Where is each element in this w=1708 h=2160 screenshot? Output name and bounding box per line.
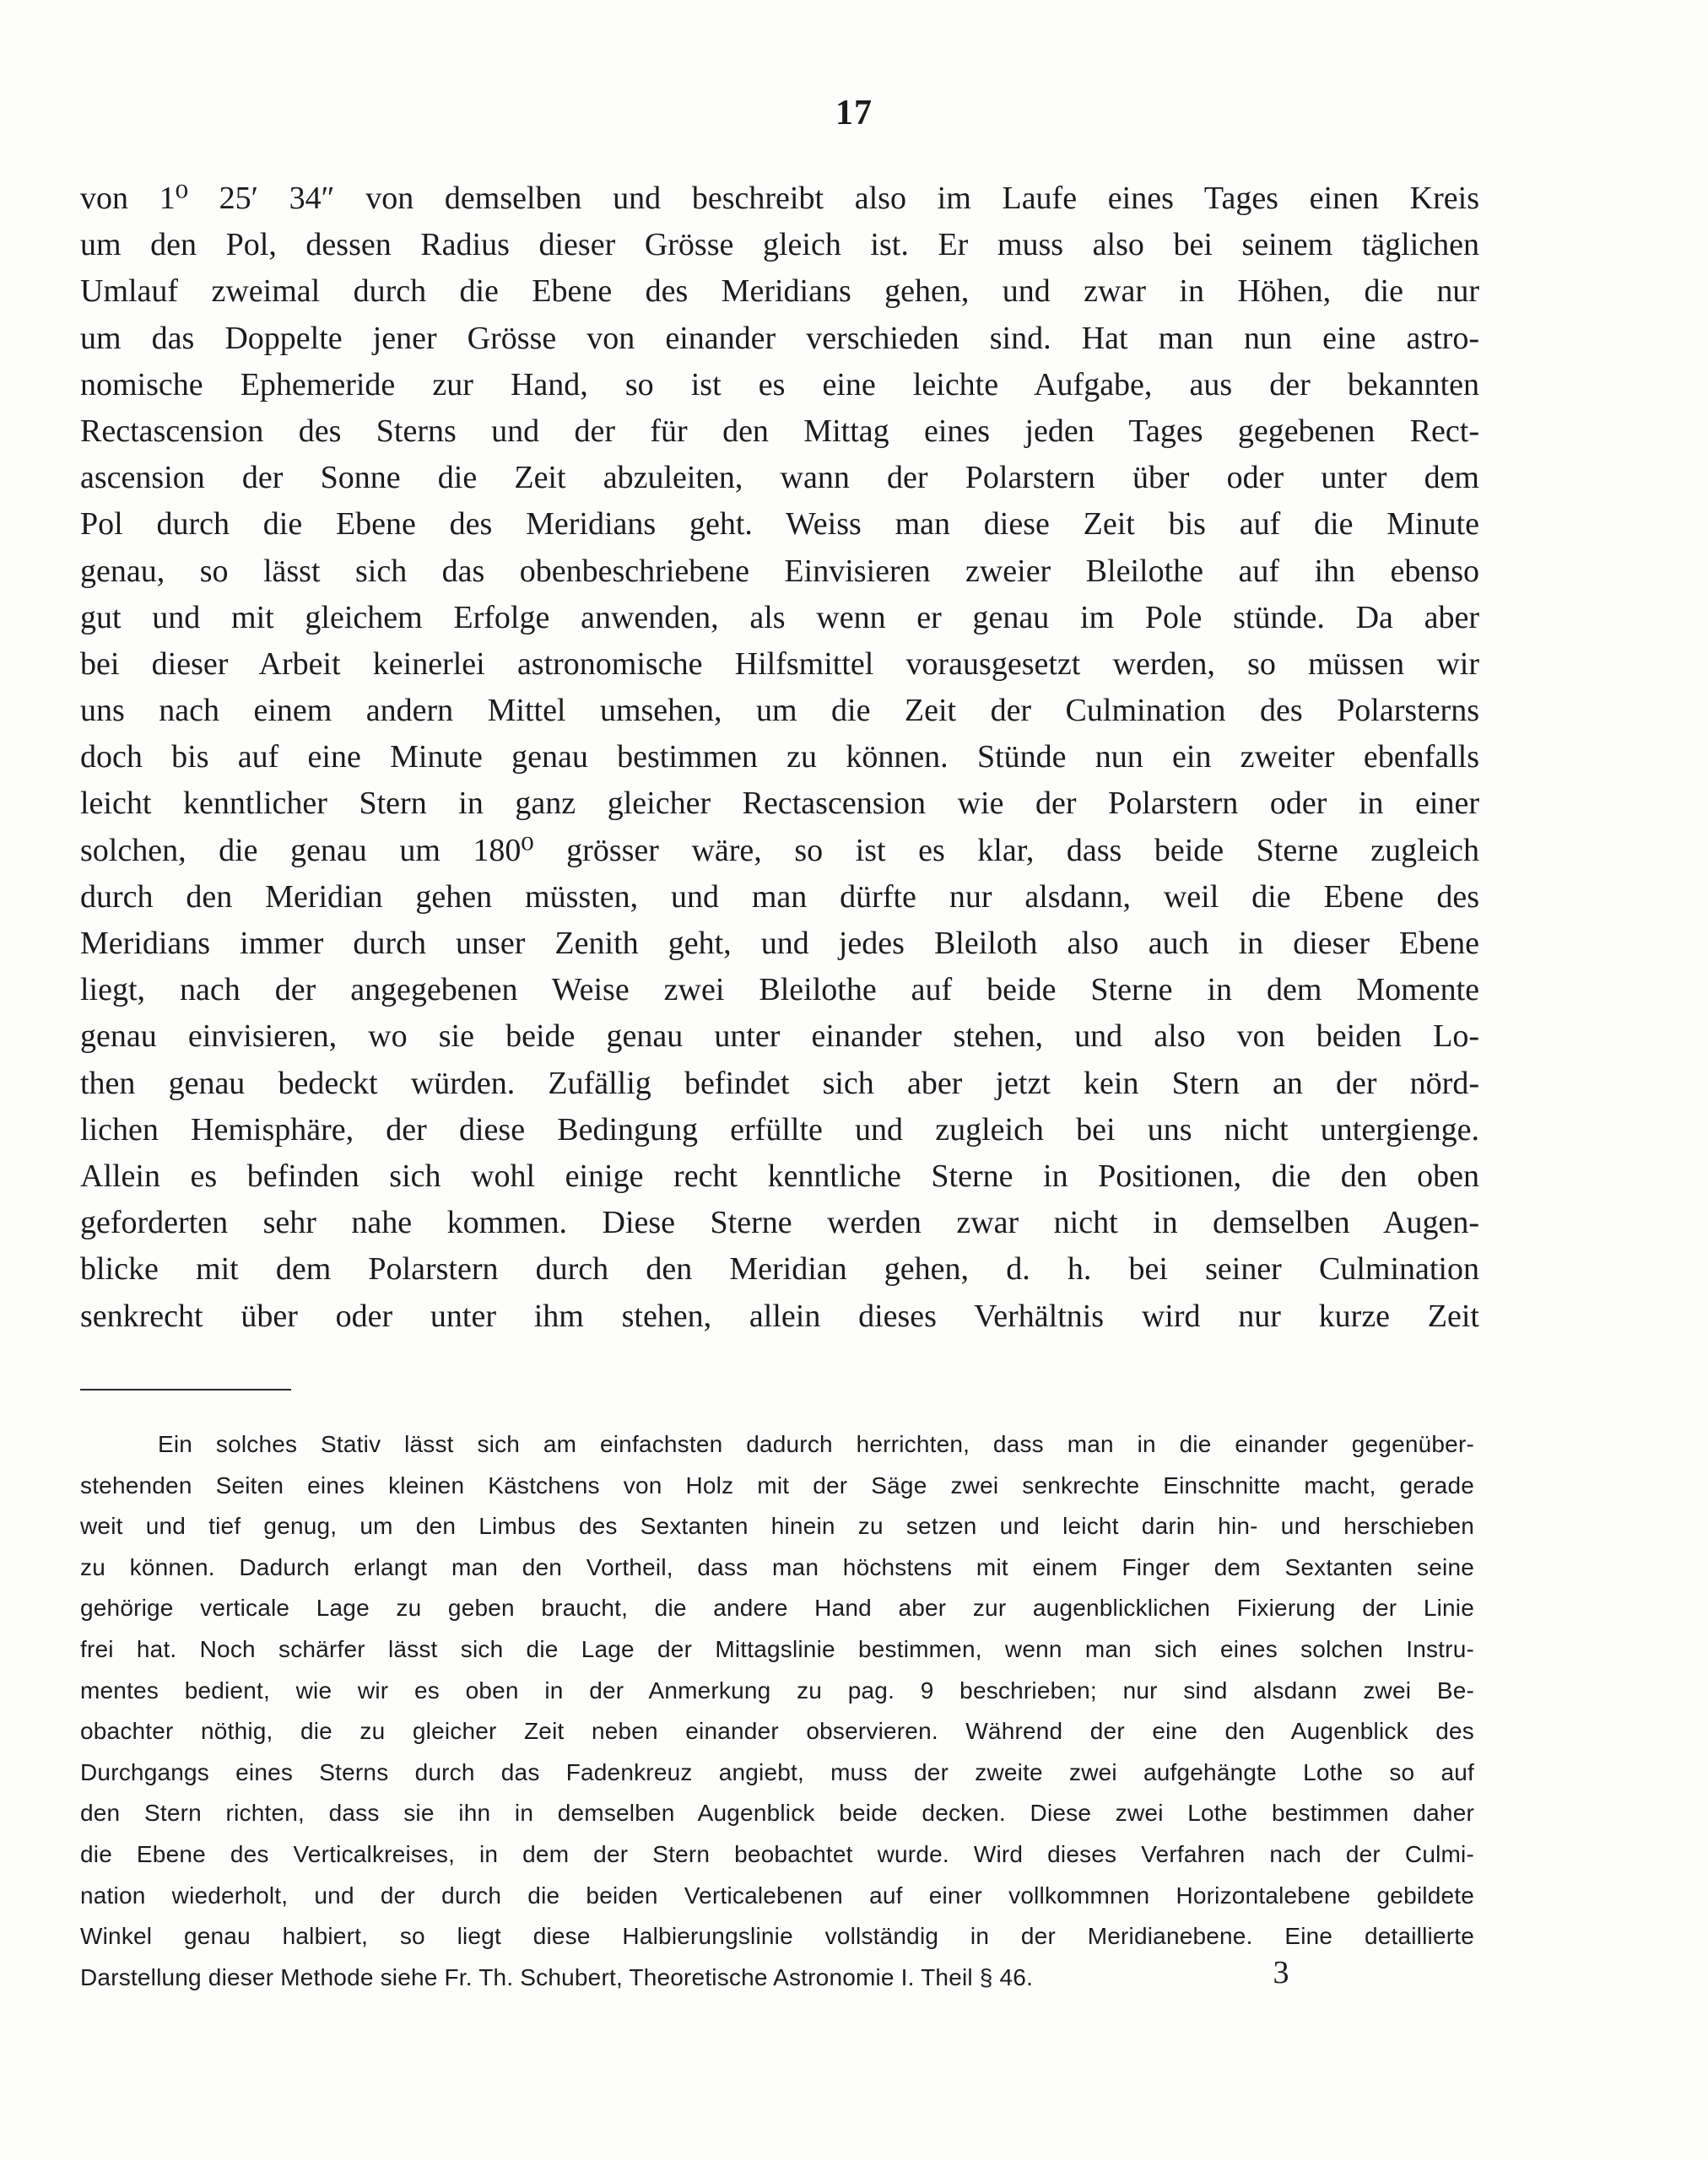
footnote-line: weit und tief genug, um den Limbus des Sextanten hinein zu setzen und leicht darin hin- und herschieben — [80, 1513, 1474, 1540]
text-line: Allein es befinden sich wohl einige recht kenntliche Sterne in Positionen, die den oben — [80, 1158, 1479, 1194]
main-text-body — [80, 176, 1479, 1340]
footnote-line: die Ebene des Verticalkreises, in dem der Stern beobachtet wurde. Wird dieses Verfahren nach der Culmi- — [80, 1840, 1474, 1867]
text-line: blicke mit dem Polarstern durch den Meridian gehen, d. h. bei seiner Culmination — [80, 1251, 1479, 1288]
footnote-line: stehenden Seiten eines kleinen Kästchens von Holz mit der Säge zwei senkrechte Einschnitte macht, gerade — [80, 1472, 1474, 1498]
footnote — [80, 1424, 1474, 1998]
text-line: durch den Meridian gehen müssten, und man dürfte nur alsdann, weil die Ebene des — [80, 878, 1479, 915]
text-line: Meridians immer durch unser Zenith geht, und jedes Bleiloth also auch in dieser Ebene — [80, 926, 1479, 961]
text-line: von 1⁰ 25′ 34″ von demselben und beschreibt also im Laufe eines Tages einen Kreis — [80, 181, 1479, 216]
footnote-line: mentes bedient, wie wir es oben in der Anmerkung zu pag. 9 beschrieben; nur sind alsdann zwei Be- — [80, 1677, 1474, 1704]
text-line: genau einvisieren, wo sie beide genau unter einander stehen, und also von beiden Lo- — [80, 1018, 1479, 1055]
footnote-line: frei hat. Noch schärfer lässt sich die Lage der Mittagslinie bestimmen, wenn man sich eines solchen Instru- — [80, 1635, 1474, 1662]
footnote-line: nation wiederholt, und der durch die beiden Verticalebenen auf einer vollkommnen Horizontalebene gebildete — [80, 1882, 1474, 1909]
text-line: liegt, nach der angegebenen Weise zwei Bleilothe auf beide Sterne in dem Momente — [80, 972, 1479, 1008]
page-number: 17 — [835, 94, 873, 132]
footnote-line: Ein solches Stativ lässt sich am einfachsten dadurch herrichten, dass man in die einander gegenüber- — [158, 1431, 1474, 1457]
text-line: solchen, die genau um 180⁰ grösser wäre, so ist es klar, dass beide Sterne zugleich — [80, 832, 1479, 868]
text-line: bei dieser Arbeit keinerlei astronomische Hilfsmittel vorausgesetzt werden, so müssen wir — [80, 645, 1479, 682]
footnote-line: Winkel genau halbiert, so liegt diese Halbierungslinie vollständig in der Meridianebene. Eine detaillierte — [80, 1923, 1474, 1950]
footnote-line: Darstellung dieser Methode siehe Fr. Th. Schubert, Theoretische Astronomie I. Theil § 46. — [80, 1963, 1034, 1990]
footnote-line: zu können. Dadurch erlangt man den Vortheil, dass man höchstens mit einem Finger dem Sextanten seine — [80, 1553, 1474, 1580]
text-line: um das Doppelte jener Grösse von einander verschieden sind. Hat man nun eine astro- — [80, 320, 1479, 356]
text-line: doch bis auf eine Minute genau bestimmen zu können. Stünde nun ein zweiter ebenfalls — [80, 739, 1479, 775]
text-line: uns nach einem andern Mittel umsehen, um die Zeit der Culmination des Polarsterns — [80, 693, 1479, 729]
footnote-line: Durchgangs eines Sterns durch das Fadenkreuz angiebt, muss der zweite zwei aufgehängte Lothe so auf — [80, 1758, 1474, 1785]
text-line: genau, so lässt sich das obenbeschriebene Einvisieren zweier Bleilothe auf ihn ebenso — [80, 553, 1479, 589]
text-line: Pol durch die Ebene des Meridians geht. Weiss man diese Zeit bis auf die Minute — [80, 506, 1479, 543]
text-line: then genau bedeckt würden. Zufällig befindet sich aber jetzt kein Stern an der nörd- — [80, 1065, 1479, 1101]
footnote-line: obachter nöthig, die zu gleicher Zeit neben einander observieren. Während der eine den Augenblick des — [80, 1718, 1474, 1745]
footnote-divider — [80, 1389, 291, 1390]
text-line: Rectascension des Sterns und der für den Mittag eines jeden Tages gegebenen Rect- — [80, 413, 1479, 449]
text-line: ascension der Sonne die Zeit abzuleiten, wann der Polarstern über oder unter dem — [80, 460, 1479, 496]
text-line: nomische Ephemeride zur Hand, so ist es eine leichte Aufgabe, aus der bekannten — [80, 366, 1479, 402]
text-line: Umlauf zweimal durch die Ebene des Meridians gehen, und zwar in Höhen, die nur — [80, 273, 1479, 310]
signature-mark: 3 — [1273, 1955, 1289, 1990]
footnote-line: den Stern richten, dass sie ihn in demselben Augenblick beide decken. Diese zwei Lothe bestimmen daher — [80, 1800, 1474, 1827]
text-line: um den Pol, dessen Radius dieser Grösse gleich ist. Er muss also bei seinem täglichen — [80, 227, 1479, 263]
text-line: lichen Hemisphäre, der diese Bedingung erfüllte und zugleich bei uns nicht untergienge. — [80, 1111, 1479, 1148]
text-line: gut und mit gleichem Erfolge anwenden, als wenn er genau im Pole stünde. Da aber — [80, 599, 1479, 635]
text-line: geforderten sehr nahe kommen. Diese Sterne werden zwar nicht in demselben Augen- — [80, 1205, 1479, 1241]
text-line: senkrecht über oder unter ihm stehen, allein dieses Verhältnis wird nur kurze Zeit — [80, 1298, 1479, 1334]
footnote-line: gehörige verticale Lage zu geben braucht, die andere Hand aber zur augenblicklichen Fixierung der Linie — [80, 1595, 1474, 1622]
text-line: leicht kenntlicher Stern in ganz gleicher Rectascension wie der Polarstern oder in einer — [80, 786, 1479, 822]
